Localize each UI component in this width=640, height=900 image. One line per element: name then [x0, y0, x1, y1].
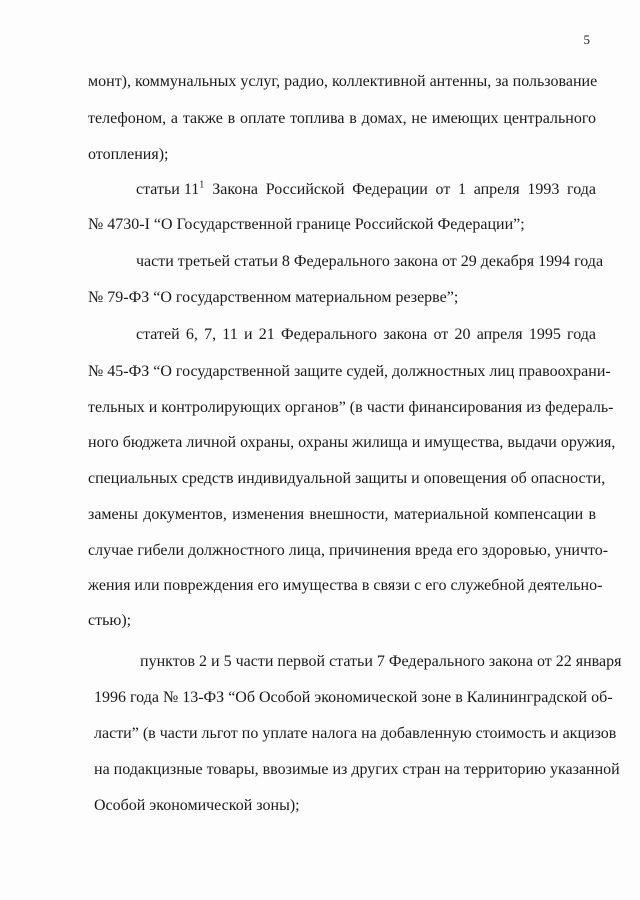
para2-line1-b: Закона Российской Федерации от 1 апреля 1993 года — [212, 181, 596, 198]
page-number: 5 — [583, 32, 590, 47]
para4-line4: ного бюджета личной охраны, охраны жилища и имущества, выдачи оружия, — [88, 434, 616, 451]
para3-line1: части третьей статьи 8 Федерального закона от 29 декабря 1994 года — [136, 253, 604, 270]
para3-line2: № 79-ФЗ “О государственном материальном резерве”; — [88, 289, 459, 306]
para2-line1 — [136, 180, 596, 200]
para4-line6: замены документов, изменения внешности, материальной компенсации в — [88, 506, 596, 523]
para4-line1: статей 6, 7, 11 и 21 Федерального закона от 20 апреля 1995 года — [136, 326, 596, 343]
para1-line2: телефоном, а также в оплате топлива в домах, не имеющих центрального — [88, 110, 596, 127]
para4-line7: случае гибели должностного лица, причинения вреда его здоровью, уничто- — [88, 542, 609, 559]
para1-line1: монт), коммунальных услуг, радио, коллективной антенны, за пользование — [88, 73, 598, 90]
para5-line3: ласти” (в части льгот по уплате налога на добавленную стоимость и акцизов — [94, 725, 617, 742]
para4-line8: жения или повреждения его имущества в связи с его служебной деятельно- — [88, 577, 603, 594]
para5-line1: пунктов 2 и 5 части первой статьи 7 Федерального закона от 22 января — [140, 653, 622, 670]
para4-line2: № 45-ФЗ “О государственной защите судей, должностных лиц правоохрани- — [88, 363, 611, 380]
superscript: 1 — [199, 179, 205, 191]
para1-line3: отопления); — [88, 146, 169, 163]
para5-line4: на подакцизные товары, ввозимые из других стран на территорию указанной — [94, 761, 620, 778]
para5-line5: Особой экономической зоны); — [94, 797, 300, 814]
para5-line2: 1996 года № 13-ФЗ “Об Особой экономической зоне в Калининградской об- — [94, 689, 613, 706]
para4-line3: тельных и контролирующих органов” (в части финансирования из федераль- — [88, 399, 614, 416]
para4-line9: стью); — [88, 612, 132, 629]
para2-line1-a: статьи $11^1$ — [136, 179, 205, 198]
para4-line5: специальных средств индивидуальной защиты и оповещения об опасности, — [88, 470, 606, 487]
para2-line2: № 4730-I “О Государственной границе Российской Федерации”; — [88, 216, 525, 233]
